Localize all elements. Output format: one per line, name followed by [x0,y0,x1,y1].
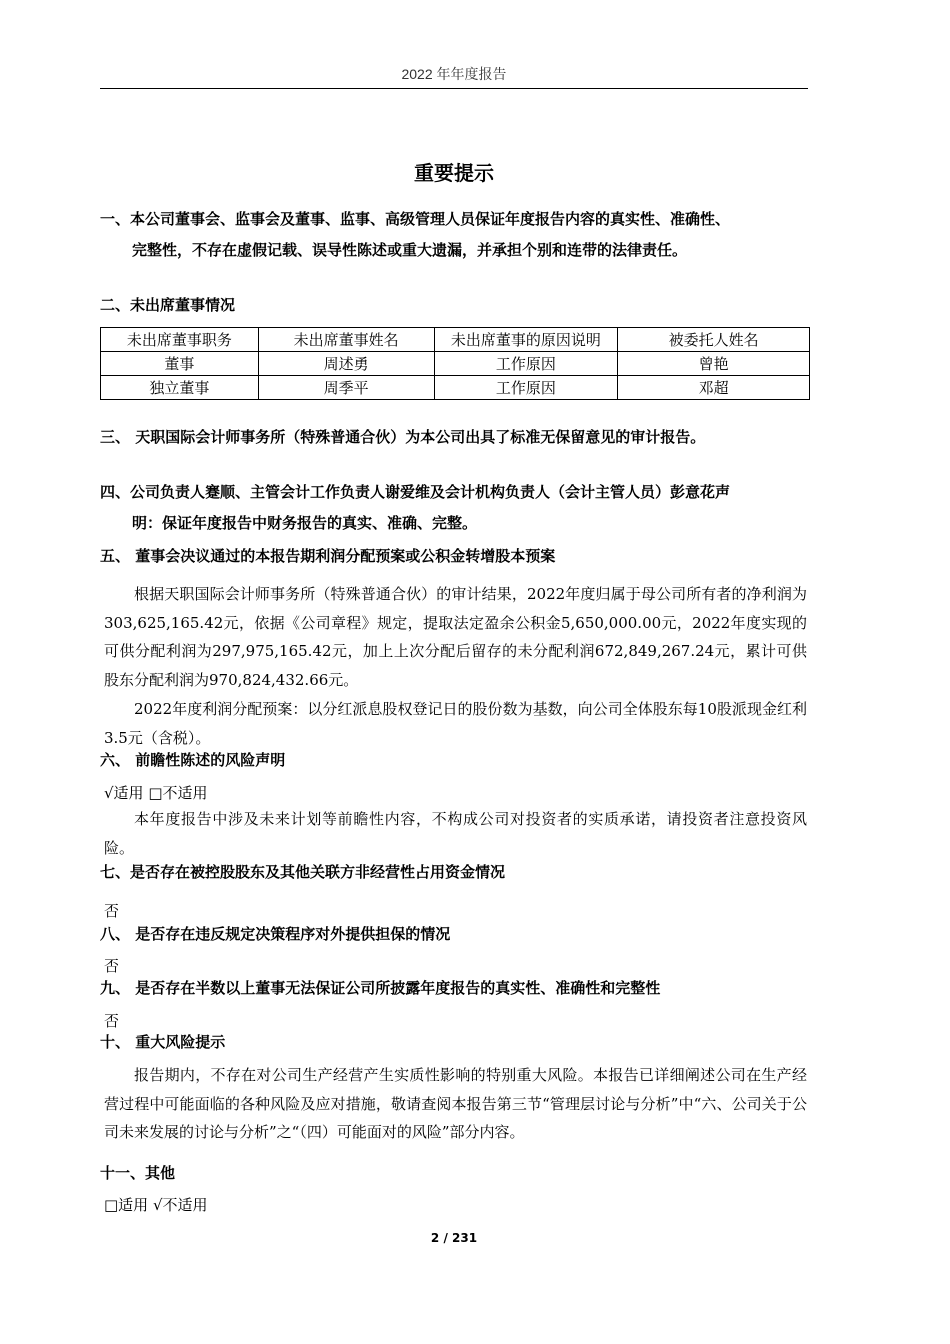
table-row [101,352,810,376]
table-header-cell: 被委托人姓名 [618,328,810,352]
table-cell: 独立董事 [101,376,259,400]
section-2-heading: 二、未出席董事情况 [100,296,236,314]
section-3-heading: 三、 天职国际会计师事务所（特殊普通合伙）为本公司出具了标准无保留意见的审计报告。 [100,428,706,446]
absent-directors-table [100,327,810,400]
section-8-answer: 否 [104,957,120,975]
section-11-heading: 十一、其他 [100,1164,176,1182]
section-1-line-2: 完整性，不存在虚假记载、误导性陈述或重大遗漏，并承担个别和连带的法律责任。 [132,241,688,259]
section-1-line-1: 一、本公司董事会、监事会及董事、监事、高级管理人员保证年度报告内容的真实性、准确性、 [100,210,731,228]
section-9-answer: 否 [104,1012,120,1030]
header-divider [100,88,808,89]
section-4-line-1: 四、公司负责人蹇顺、主管会计工作负责人谢爱维及会计机构负责人（会计主管人员）彭意花声 [100,483,731,501]
section-6-heading: 六、 前瞻性陈述的风险声明 [100,751,286,769]
dividend-plan-paragraph: 2022年度利润分配预案：以分红派息股权登记日的股份数为基数，向公司全体股东每10股派现金红利3.5元（含税）。 [104,699,807,747]
section-6-applicability: √适用 □不适用 [104,784,208,802]
section-11-applicability: □适用 √不适用 [104,1196,208,1214]
section-10-body [104,1061,807,1147]
table-row [101,376,810,400]
table-cell: 周述勇 [258,352,434,376]
table-cell: 工作原因 [434,376,618,400]
page-header: 2022 年年度报告 [401,66,507,82]
table-header-row [101,328,810,352]
section-4-heading [100,482,810,533]
section-5-heading: 五、 董事会决议通过的本报告期利润分配预案或公积金转增股本预案 [100,547,556,565]
section-8-heading: 八、 是否存在违反规定决策程序对外提供担保的情况 [100,925,451,943]
profit-result-paragraph: 根据天职国际会计师事务所（特殊普通合伙）的审计结果，2022年度归属于母公司所有者的净利润为303,625,165.42元，依据《公司章程》规定，提取法定盈余公积金5,650,000.00元，2022年度实现的可供分配利润为297,975,165.42元，加上上次分配后留存的未分配利润672,849,267.24元，累计可供股东分配利润为970,824,432.66元。 [104,585,807,690]
section-5-body [104,580,807,752]
forward-looking-paragraph: 本年度报告中涉及未来计划等前瞻性内容，不构成公司对投资者的实质承诺，请投资者注意投资风险。 [104,810,807,857]
table-cell: 董事 [101,352,259,376]
section-10-heading: 十、 重大风险提示 [100,1033,226,1051]
section-7-heading: 七、是否存在被控股股东及其他关联方非经营性占用资金情况 [100,863,506,881]
table-header-cell: 未出席董事职务 [101,328,259,352]
major-risk-paragraph: 报告期内，不存在对公司生产经营产生实质性影响的特别重大风险。本报告已详细阐述公司在生产经营过程中可能面临的各种风险及应对措施，敬请查阅本报告第三节“管理层讨论与分析”中“六、公司关于公司未来发展的讨论与分析”之“（四）可能面对的风险”部分内容。 [104,1066,807,1142]
section-9-heading: 九、 是否存在半数以上董事无法保证公司所披露年度报告的真实性、准确性和完整性 [100,979,661,997]
table-header-cell: 未出席董事姓名 [258,328,434,352]
section-6-body [104,805,807,862]
table-cell: 工作原因 [434,352,618,376]
section-7-answer: 否 [104,902,120,920]
section-4-line-2: 明：保证年度报告中财务报告的真实、准确、完整。 [132,514,478,532]
section-1-heading [100,209,810,260]
page-number: 2 / 231 [430,1231,478,1245]
table-cell: 周季平 [258,376,434,400]
table-cell: 曾艳 [618,352,810,376]
table-header-cell: 未出席董事的原因说明 [434,328,618,352]
table-cell: 邓超 [618,376,810,400]
page-title: 重要提示 [414,161,494,185]
